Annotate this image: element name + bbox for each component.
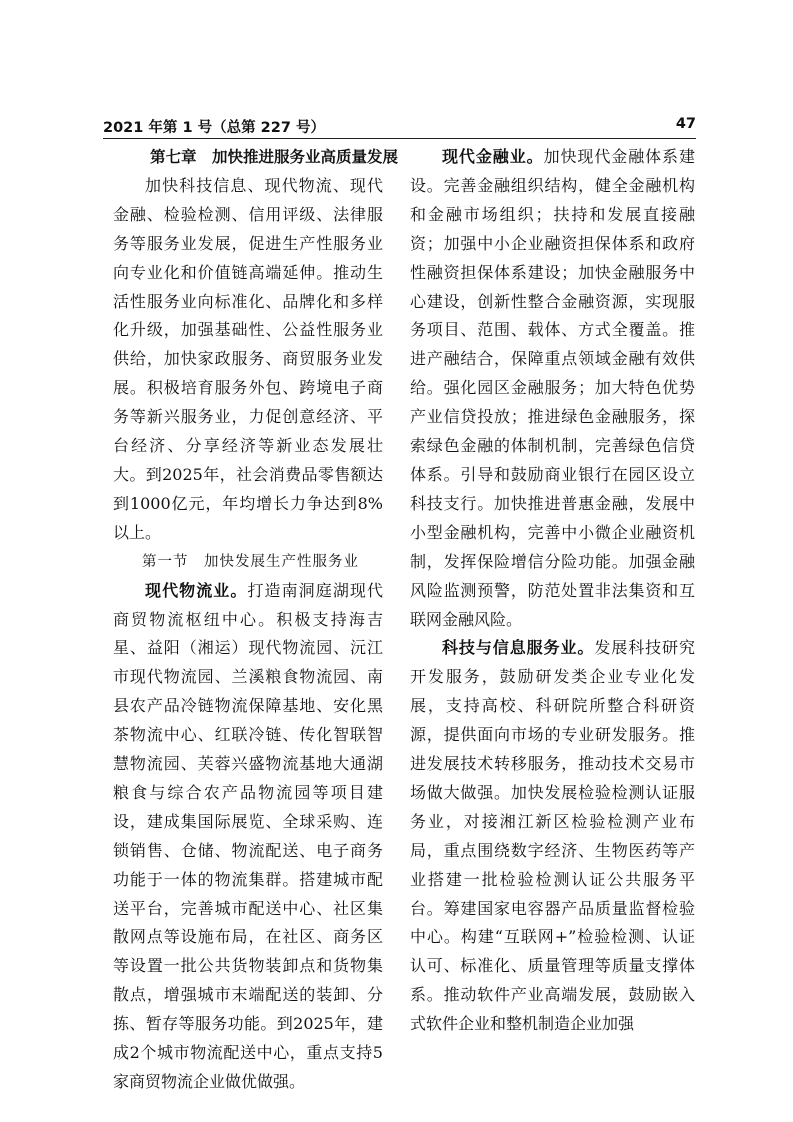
section-title: 第一节 加快发展生产性服务业 [142,553,359,570]
chapter-intro-paragraph: 加快科技信息、现代物流、现代金融、检验检测、信用评级、法律服务等服务业发展，促进生产性服务业向专业化和价值链高端延伸。推动生活性服务业向标准化、品牌化和多样化升级，加强基础性、公益性服务业供给，加快家政服务、商贸服务业发展。积极培育服务外包、跨境电子商务等新兴服务业，力促创意经济、平台经济、分享经济等新业态发展壮大。到2025年，社会消费品零售额达到1000亿元，年均增长力争达到8%以上。 [113,175,383,542]
right-column [410,143,695,1039]
logistics-text: 打造南洞庭湖现代商贸物流枢纽中心。积极支持海吉星、益阳（湘运）现代物流园、沅江市现代物流园、兰溪粮食物流园、南县农产品冷链物流保障基地、安化黑茶物流中心、红联冷链、传化智联智慧物流园、芙蓉兴盛物流基地大通湖粮食与综合农产品物流园等项目建设，建成集国际展览、全球采购、连锁销售、仓储、物流配送、电子商务功能于一体的物流集群。搭建城市配送平台，完善城市配送中心、社区集散网点等设施布局，在社区、商务区等设置一批公共货物装卸点和货物集散点，增强城市末端配送的装卸、分拣、暂存等服务功能。到2025年，建成2个城市物流配送中心，重点支持5家商贸物流企业做优做强。 [113,580,383,1091]
logistics-keyword: 现代物流业。 [145,580,248,600]
left-column [113,143,399,1097]
tech-paragraph [410,634,695,1039]
page-number: 47 [675,116,696,132]
running-header [103,116,696,136]
chapter-title: 第七章 加快推进服务业高质量发展 [150,148,399,166]
issue-label: 2021 年第 1 号（总第 227 号） [103,120,325,136]
tech-keyword: 科技与信息服务业。 [442,638,595,658]
finance-paragraph [410,143,695,634]
header-rule [103,138,696,139]
logistics-paragraph [113,577,383,1097]
finance-text: 加快现代金融体系建设。完善金融组织结构，健全金融机构和金融市场组织；扶持和发展直接融资；加强中小企业融资担保体系和政府性融资担保体系建设；加快金融服务中心建设，创新性整合金融资源，实现服务项目、范围、载体、方式全覆盖。推进产融结合，保障重点领域金融有效供给。强化园区金融服务；加大特色优势产业信贷投放；推进绿色金融服务，探索绿色金融的体制机制，完善绿色信贷体系。引导和鼓励商业银行在园区设立科技支行。加快推进普惠金融，发展中小型金融机构，完善中小微企业融资机制，发挥保险增信分险功能。加强金融风险监测预警，防范处置非法集资和互联网金融风险。 [410,147,695,629]
tech-text: 发展科技研究开发服务，鼓励研发类企业专业化发展，支持高校、科研院所整合科研资源，提供面向市场的专业研发服务。推进发展技术转移服务，推动技术交易市场做大做强。加快发展检验检测认证服务业，对接湘江新区检验检测产业布局，重点围绕数字经济、生物医药等产业搭建一批检验检测认证公共服务平台。筹建国家电容器产品质量监督检验中心。构建“互联网+”检验检测、认证认可、标准化、质量管理等质量支撑体系。推动软件产业高端发展，鼓励嵌入式软件企业和整机制造企业加强 [410,638,695,1034]
finance-keyword: 现代金融业。 [442,147,544,166]
